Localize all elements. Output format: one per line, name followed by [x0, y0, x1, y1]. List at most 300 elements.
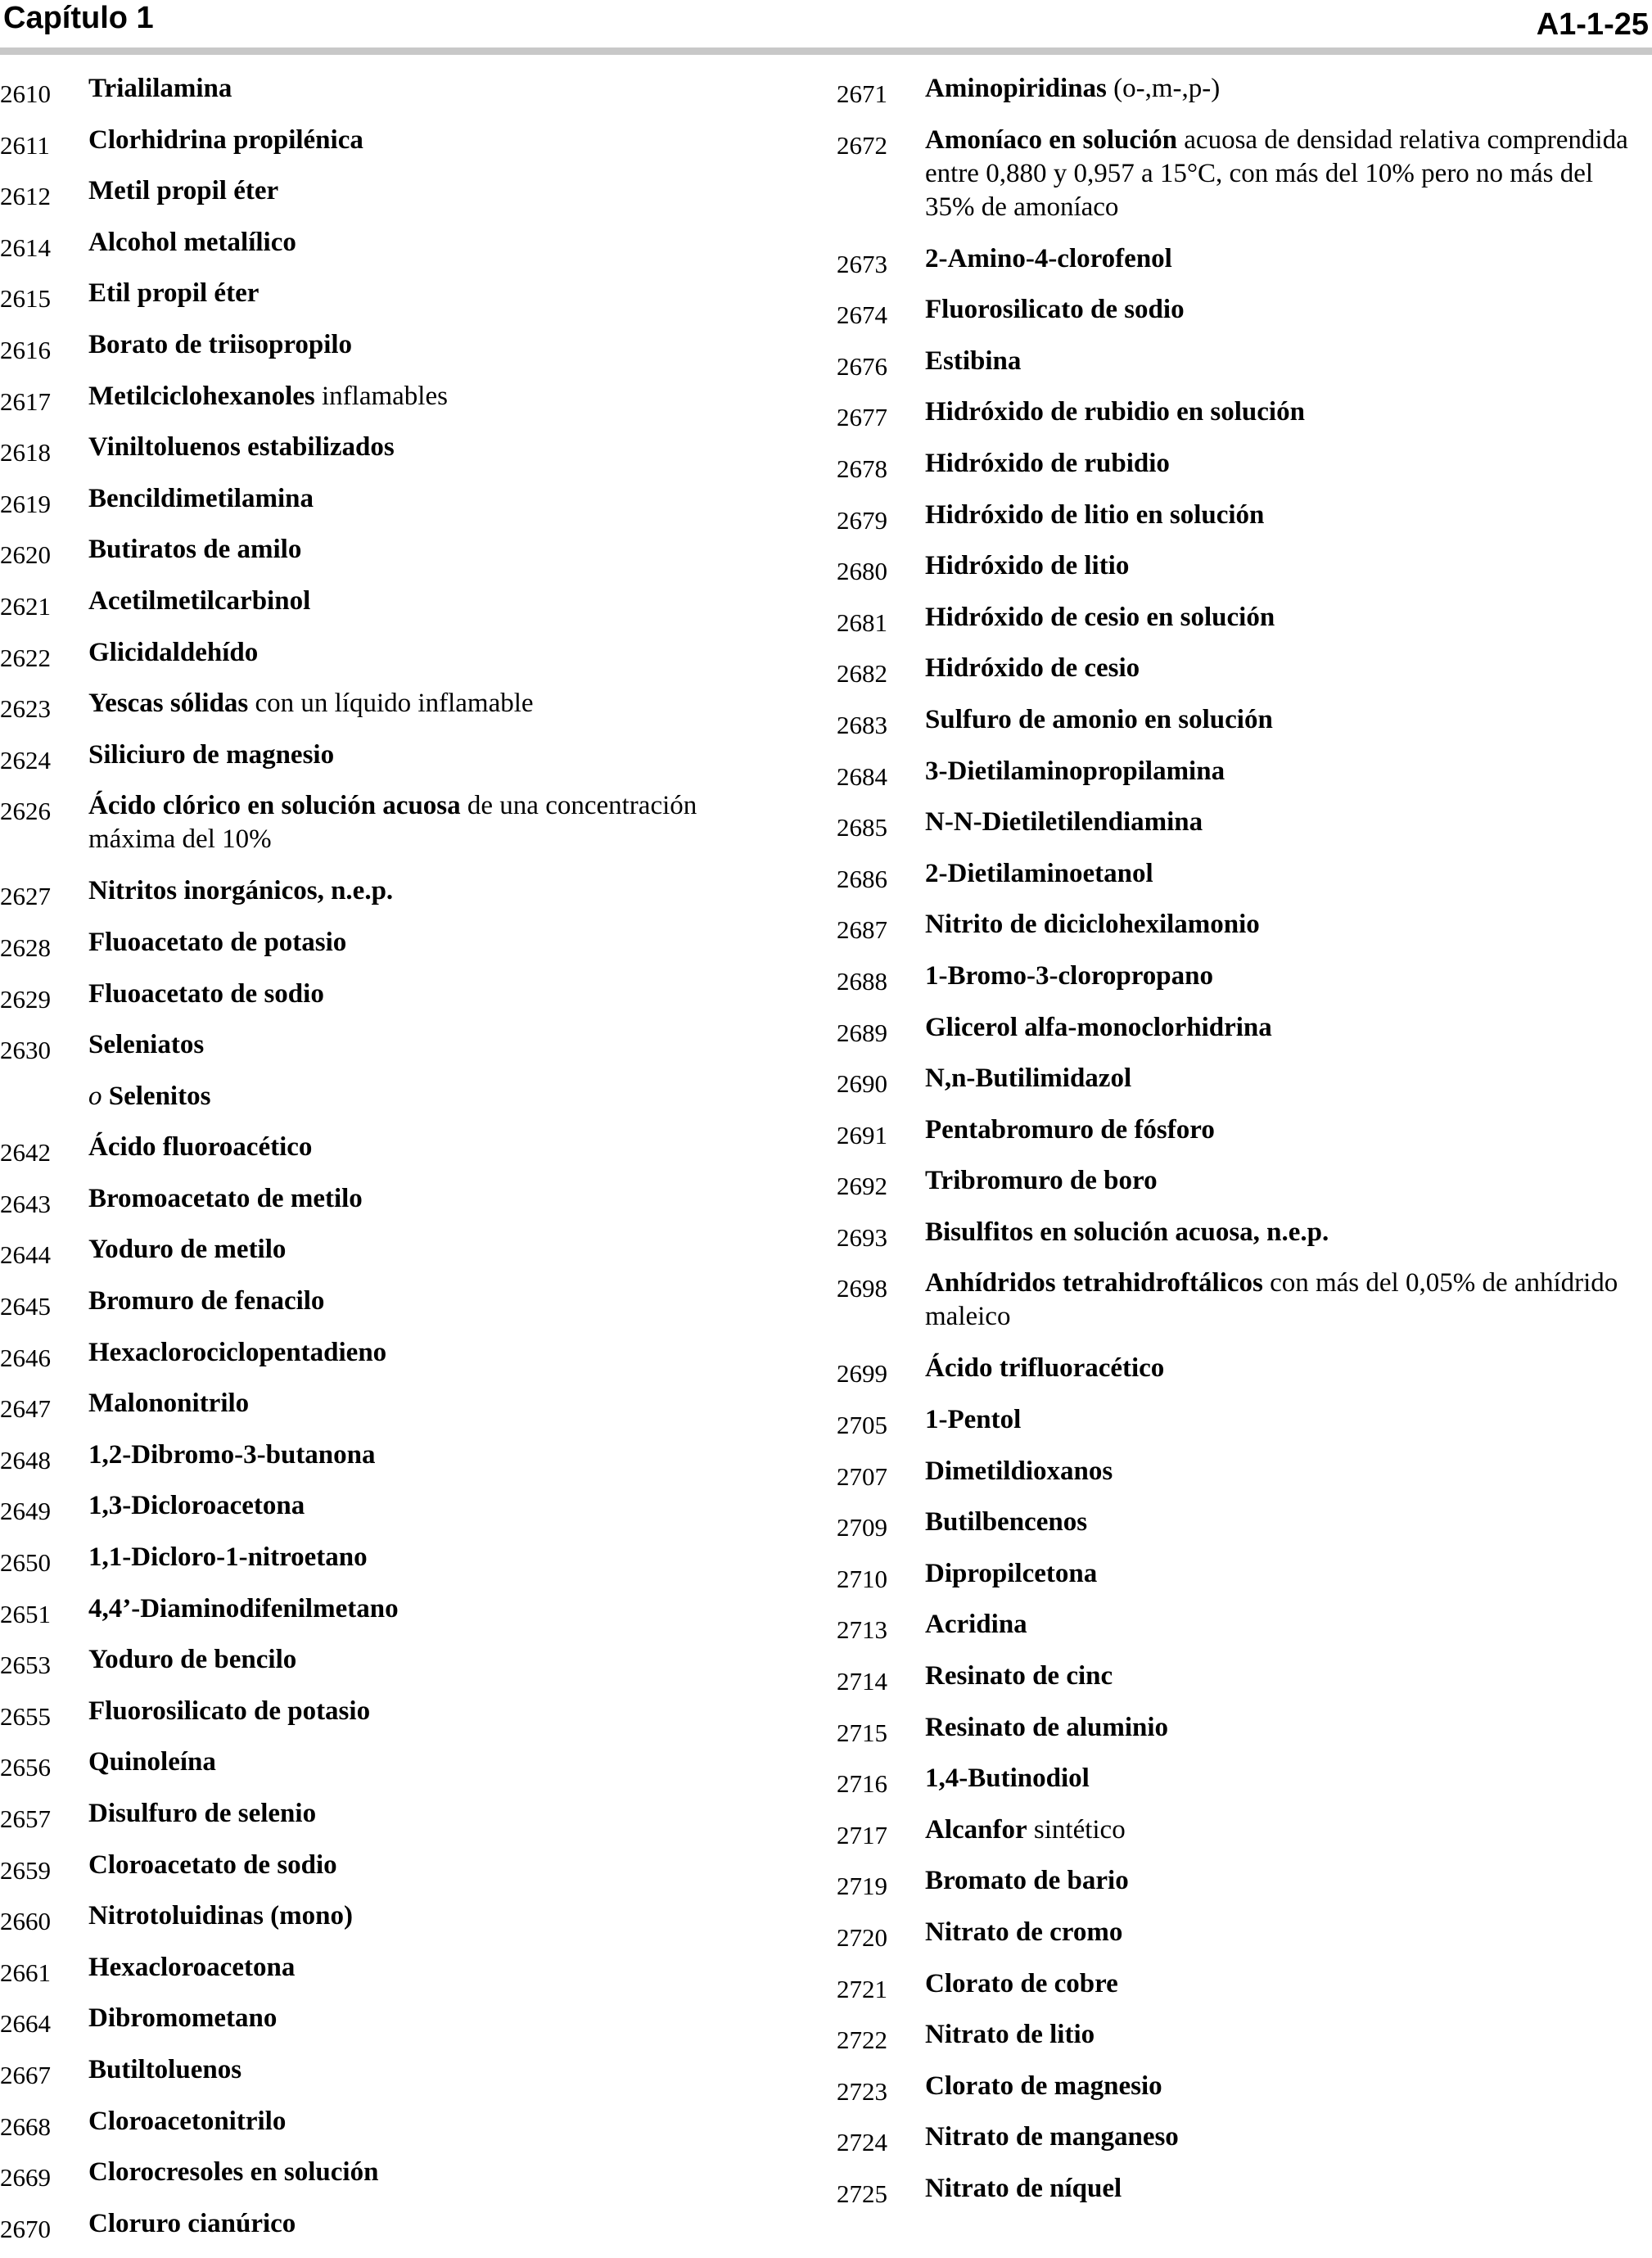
list-item: [0, 874, 786, 926]
un-number: 2659: [0, 1855, 51, 1885]
substance-name: [925, 124, 1645, 224]
list-item: [837, 1164, 1639, 1216]
substance-name: [88, 1643, 784, 1677]
list-item: [0, 636, 786, 688]
un-number: 2621: [0, 591, 51, 621]
substance-name-bold: Acridina: [925, 1610, 1027, 1640]
substance-name: [925, 960, 1645, 993]
substance-name-bold: 1-Pentol: [925, 1405, 1022, 1435]
substance-name: [925, 652, 1645, 685]
italic-conjunction: o: [88, 1081, 102, 1111]
substance-name: [88, 533, 784, 567]
list-item: [837, 1352, 1639, 1403]
list-item: [0, 1028, 786, 1080]
un-number: 2650: [0, 1548, 51, 1578]
substance-name-bold: Fluorosilicato de sodio: [925, 295, 1185, 325]
substance-name: [88, 380, 784, 413]
substance-name-bold: Butiratos de amilo: [88, 535, 302, 565]
substance-name-bold: 2-Dietilaminoetanol: [925, 858, 1153, 888]
un-number: 2617: [0, 386, 51, 416]
un-number: 2684: [837, 761, 887, 791]
un-number: 2657: [0, 1804, 51, 1833]
header-rule: [0, 47, 1652, 55]
un-number: 2692: [837, 1172, 887, 1201]
un-number: 2714: [837, 1667, 887, 1696]
un-number: 2655: [0, 1701, 51, 1731]
un-number: 2615: [0, 284, 51, 314]
un-number: 2623: [0, 694, 51, 724]
substance-name: [925, 2070, 1645, 2103]
substance-name: [88, 1387, 784, 1420]
substance-name-bold: Butilbencenos: [925, 1507, 1088, 1538]
substance-qualifier: (o-,m-,p-): [1106, 74, 1221, 103]
substance-name: [925, 1403, 1645, 1437]
list-item: [837, 1711, 1639, 1763]
substance-name: [925, 1164, 1645, 1198]
substance-name: [925, 2018, 1645, 2052]
un-number: 2610: [0, 79, 51, 108]
un-number: 2721: [837, 1974, 887, 2003]
list-item: [837, 2070, 1639, 2121]
list-item: [0, 2156, 786, 2207]
substance-name-bold: Fluoacetato de potasio: [88, 927, 347, 957]
list-item: [837, 549, 1639, 601]
substance-name-bold: Hidróxido de rubidio en solución: [925, 397, 1305, 427]
substance-name: [925, 1113, 1645, 1147]
substance-name-bold: Fluorosilicato de potasio: [88, 1696, 371, 1726]
substance-name: [925, 1267, 1645, 1334]
substance-name: [925, 549, 1645, 583]
list-item: [0, 328, 786, 380]
substance-name: [925, 1813, 1645, 1847]
list-item: [0, 1336, 786, 1388]
un-number: 2699: [837, 1359, 887, 1389]
list-item: [0, 1849, 786, 1900]
substance-name: [925, 1916, 1645, 1949]
substance-qualifier: con un líquido inflamable: [248, 689, 534, 719]
list-item: [0, 277, 786, 328]
un-number: 2622: [0, 643, 51, 672]
substance-name-bold: Nitrato de litio: [925, 2020, 1095, 2050]
un-number: 2646: [0, 1343, 51, 1372]
un-number: 2681: [837, 607, 887, 637]
substance-name: [925, 1864, 1645, 1898]
un-number: 2656: [0, 1753, 51, 1782]
substance-name: [925, 1062, 1645, 1095]
list-item: [0, 2207, 786, 2258]
substance-name-bold: Seleniatos: [88, 1030, 205, 1060]
un-number: 2716: [837, 1769, 887, 1799]
substance-name-bold: Hidróxido de litio en solución: [925, 499, 1265, 530]
substance-name: [88, 1080, 784, 1113]
substance-name-bold: Nitrato de cromo: [925, 1917, 1123, 1947]
list-item: [0, 72, 786, 124]
list-item: [837, 72, 1639, 124]
list-item: [837, 2018, 1639, 2070]
substance-name: [88, 874, 784, 908]
substance-name-bold: N-N-Dietiletilendiamina: [925, 807, 1203, 838]
substance-name-bold: Fluoacetato de sodio: [88, 978, 324, 1009]
list-item: [837, 242, 1639, 294]
un-number: 2680: [837, 557, 887, 586]
substance-name-bold: Quinoleína: [88, 1747, 216, 1777]
un-number: 2673: [837, 249, 887, 278]
substance-name-bold: Clorhidrina propilénica: [88, 124, 363, 155]
substance-name-bold: Nitritos inorgánicos, n.e.p.: [88, 876, 394, 906]
list-item: [837, 806, 1639, 857]
substance-name: [88, 1592, 784, 1626]
substance-name-bold: Nitrato de níquel: [925, 2173, 1122, 2203]
list-item: [837, 1864, 1639, 1916]
un-number: 2648: [0, 1445, 51, 1474]
substance-name: [88, 1028, 784, 1062]
substance-name-bold: Ácido trifluoracético: [925, 1353, 1165, 1384]
substance-name: [925, 1608, 1645, 1642]
list-item: [0, 1592, 786, 1644]
list-item: [0, 1182, 786, 1234]
un-number: 2710: [837, 1564, 887, 1593]
substance-name: [88, 1849, 784, 1882]
substance-name: [925, 1762, 1645, 1795]
substance-name-bold: Alcanfor: [925, 1814, 1027, 1845]
list-item: [837, 1062, 1639, 1113]
substance-name-bold: Nitrito de diciclohexilamonio: [925, 910, 1260, 940]
substance-name: [88, 1899, 784, 1933]
substance-name: [88, 1951, 784, 1985]
substance-name-bold: Hexaclorociclopentadieno: [88, 1337, 387, 1367]
substance-name-bold: Ácido clórico en solución acuosa: [88, 791, 461, 821]
substance-name: [88, 328, 784, 362]
list-item: [0, 1951, 786, 2003]
un-number: 2698: [837, 1274, 887, 1303]
substance-name: [925, 755, 1645, 788]
substance-name-bold: Ácido fluoroacético: [88, 1132, 313, 1163]
un-number: 2643: [0, 1189, 51, 1218]
substance-qualifier: de una concentración máxima del 10%: [88, 791, 697, 855]
substance-name-bold: Metilciclohexanoles: [88, 381, 315, 411]
list-item: [0, 380, 786, 431]
substance-name-bold: Hidróxido de cesio en solución: [925, 602, 1275, 632]
substance-name: [88, 978, 784, 1011]
substance-name: [88, 2002, 784, 2035]
list-item: [0, 1695, 786, 1746]
substance-name-bold: Glicerol alfa-monoclorhidrina: [925, 1012, 1272, 1042]
un-number: 2649: [0, 1497, 51, 1526]
substance-name: [925, 857, 1645, 891]
substance-name: [88, 226, 784, 260]
substance-name-bold: Amoníaco en solución: [925, 124, 1178, 155]
substance-name: [925, 1216, 1645, 1249]
list-item: [0, 687, 786, 738]
list-item: [0, 1080, 786, 1131]
substance-name-bold: Yoduro de bencilo: [88, 1645, 297, 1675]
substance-name: [925, 499, 1645, 532]
list-item: [0, 926, 786, 978]
substance-name: [88, 277, 784, 310]
substance-name: [925, 2120, 1645, 2154]
un-number: 2670: [0, 2214, 51, 2243]
un-number: 2671: [837, 79, 887, 108]
list-item: [0, 226, 786, 278]
un-number: 2709: [837, 1513, 887, 1542]
substance-name: [88, 1131, 784, 1164]
substance-name-bold: Acetilmetilcarbinol: [88, 585, 311, 616]
un-number: 2664: [0, 2009, 51, 2039]
substance-name: [88, 2053, 784, 2087]
substance-name: [88, 1695, 784, 1728]
substance-name-bold: Bromato de bario: [925, 1866, 1129, 1896]
substance-name: [925, 1660, 1645, 1693]
un-number: 2723: [837, 2076, 887, 2106]
un-number: 2620: [0, 540, 51, 570]
substance-name: [88, 789, 784, 856]
list-item: [0, 2053, 786, 2105]
un-number: 2705: [837, 1411, 887, 1440]
substance-name: [88, 1285, 784, 1318]
substance-name: [925, 447, 1645, 481]
list-item: [0, 1131, 786, 1182]
un-number: 2651: [0, 1599, 51, 1628]
un-number: 2653: [0, 1651, 51, 1680]
list-item: [837, 601, 1639, 653]
list-item: [837, 499, 1639, 550]
list-item: [837, 960, 1639, 1011]
list-item: [837, 1455, 1639, 1506]
list-item: [837, 1967, 1639, 2019]
substance-name-bold: Resinato de cinc: [925, 1661, 1113, 1691]
substance-name: [88, 1541, 784, 1574]
list-item: [837, 652, 1639, 703]
list-item: [837, 1660, 1639, 1711]
list-item: [837, 124, 1639, 224]
substance-name-bold: Dipropilcetona: [925, 1558, 1098, 1588]
substance-name-bold: 3-Dietilaminopropilamina: [925, 756, 1225, 786]
substance-name-bold: Viniltoluenos estabilizados: [88, 432, 395, 463]
substance-name: [925, 1455, 1645, 1488]
substance-name-bold: Pentabromuro de fósforo: [925, 1114, 1215, 1145]
substance-name-bold: 1,3-Dicloroacetona: [88, 1491, 305, 1521]
list-item: [0, 1387, 786, 1438]
substance-name-bold: Dibromometano: [88, 2003, 278, 2034]
un-number: 2627: [0, 882, 51, 911]
substance-name: [88, 1797, 784, 1831]
list-item: [837, 1813, 1639, 1865]
list-item: [0, 174, 786, 226]
list-item: [0, 585, 786, 636]
substance-name-bold: Estibina: [925, 345, 1022, 376]
un-number: 2672: [837, 130, 887, 160]
substance-name: [925, 2172, 1645, 2206]
substance-name-bold: Dimetildioxanos: [925, 1456, 1113, 1486]
list-item: [0, 789, 786, 856]
substance-name: [925, 293, 1645, 327]
substance-name: [925, 908, 1645, 942]
substance-name: [925, 1506, 1645, 1539]
list-item: [837, 857, 1639, 909]
un-number: 2693: [837, 1222, 887, 1252]
list-item: [0, 738, 786, 790]
substance-name-bold: Yescas sólidas: [88, 689, 249, 719]
substance-qualifier: acuosa de densidad relativa comprendida entre 0,880 y 0,957 a 15°C, con más del 10% pero no más del 35% de amoníaco: [925, 124, 1628, 222]
list-item: [837, 755, 1639, 806]
list-item: [837, 1113, 1639, 1165]
substance-name-bold: Bisulfitos en solución acuosa, n.e.p.: [925, 1217, 1329, 1247]
substance-name-bold: 1,4-Butinodiol: [925, 1763, 1090, 1794]
substance-name: [925, 601, 1645, 634]
un-number: 2616: [0, 335, 51, 364]
un-number: 2669: [0, 2163, 51, 2193]
substance-name-bold: Disulfuro de selenio: [88, 1799, 317, 1828]
un-number: 2618: [0, 438, 51, 467]
substance-name: [925, 1352, 1645, 1385]
list-item: [837, 1403, 1639, 1455]
substance-qualifier: sintético: [1027, 1814, 1126, 1845]
un-number: 2720: [837, 1923, 887, 1952]
substance-name-bold: Nitrato de manganeso: [925, 2122, 1179, 2152]
substance-name: [925, 703, 1645, 737]
substance-name: [88, 72, 784, 106]
un-number: 2722: [837, 2025, 887, 2055]
list-item: [0, 1438, 786, 1490]
un-number: 2724: [837, 2128, 887, 2157]
list-item: [0, 1541, 786, 1592]
un-number: 2689: [837, 1018, 887, 1047]
substance-name-bold: Tribromuro de boro: [925, 1166, 1158, 1196]
substance-name-bold: Bencildimetilamina: [88, 483, 314, 513]
un-number: 2626: [0, 797, 51, 826]
substance-name: [88, 2105, 784, 2138]
un-number: 2614: [0, 233, 51, 262]
un-number: 2668: [0, 2111, 51, 2141]
substance-qualifier: inflamables: [314, 381, 448, 411]
substance-name: [925, 1967, 1645, 2001]
un-number: 2687: [837, 915, 887, 945]
substance-name-bold: Anhídridos tetrahidroftálicos: [925, 1268, 1263, 1298]
list-item: [837, 293, 1639, 345]
substance-name-bold: Cloruro cianúrico: [88, 2208, 296, 2238]
list-item: [0, 1489, 786, 1541]
un-number: 2707: [837, 1461, 887, 1491]
right-column: [837, 72, 1639, 2224]
substance-name-bold: Metil propil éter: [88, 176, 279, 206]
substance-name: [88, 431, 784, 464]
list-item: [837, 1608, 1639, 1660]
substance-name: [88, 585, 784, 618]
list-item: [837, 345, 1639, 396]
substance-name-bold: Sulfuro de amonio en solución: [925, 704, 1273, 734]
substance-name: [88, 1745, 784, 1779]
substance-name-bold: Alcohol metalílico: [88, 227, 296, 257]
substance-name: [925, 242, 1645, 276]
substance-name: [88, 1233, 784, 1267]
list-item: [0, 1745, 786, 1797]
list-item: [0, 1285, 786, 1336]
substance-name: [925, 1711, 1645, 1745]
substance-name-bold: Clorato de cobre: [925, 1968, 1118, 1998]
list-item: [837, 395, 1639, 447]
substance-qualifier: con más del 0,05% de anhídrido maleico: [925, 1268, 1618, 1332]
substance-name-bold: Borato de triisopropilo: [88, 329, 353, 359]
list-item: [0, 1797, 786, 1849]
un-number: 2682: [837, 659, 887, 689]
un-number: 2691: [837, 1120, 887, 1149]
list-item: [837, 447, 1639, 499]
substance-name-bold: Clorato de magnesio: [925, 2071, 1162, 2101]
substance-name: [88, 738, 784, 772]
chapter-title: Capítulo 1: [3, 1, 154, 35]
un-number: 2642: [0, 1138, 51, 1167]
un-number: 2717: [837, 1820, 887, 1849]
list-item: [0, 2105, 786, 2156]
substance-name: [88, 174, 784, 208]
page-header: [0, 0, 1652, 57]
un-number: 2660: [0, 1907, 51, 1936]
substance-name: [925, 395, 1645, 429]
list-item: [837, 908, 1639, 960]
substance-name-bold: N,n-Butilimidazol: [925, 1064, 1132, 1094]
substance-name: [88, 1489, 784, 1523]
left-column: [0, 72, 786, 2258]
substance-name-bold: Hidróxido de litio: [925, 551, 1130, 581]
substance-name-bold: Hidróxido de rubidio: [925, 448, 1170, 478]
substance-name-bold: Clorocresoles en solución: [88, 2157, 379, 2188]
substance-name-bold: Etil propil éter: [88, 278, 260, 309]
substance-name: [88, 2207, 784, 2241]
list-item: [837, 1557, 1639, 1609]
substance-name-bold: Bromoacetato de metilo: [88, 1183, 363, 1213]
list-item: [837, 1216, 1639, 1267]
substance-name-bold: Hidróxido de cesio: [925, 653, 1140, 684]
substance-name-bold: Selenitos: [102, 1081, 211, 1111]
list-item: [837, 2172, 1639, 2224]
list-item: [837, 1762, 1639, 1813]
list-item: [0, 1233, 786, 1285]
list-item: [0, 482, 786, 534]
un-number: 2683: [837, 710, 887, 739]
un-number: 2676: [837, 351, 887, 381]
list-item: [0, 1899, 786, 1951]
substance-name: [88, 926, 784, 960]
un-number: 2612: [0, 182, 51, 211]
substance-name: [88, 687, 784, 720]
list-item: [837, 1916, 1639, 1967]
substance-name-bold: Bromuro de fenacilo: [88, 1286, 325, 1316]
un-number: 2628: [0, 933, 51, 962]
un-number: 2619: [0, 489, 51, 518]
un-number: 2690: [837, 1069, 887, 1099]
un-number: 2725: [837, 2179, 887, 2208]
list-item: [837, 1506, 1639, 1557]
substance-name: [88, 2156, 784, 2189]
substance-name: [925, 1557, 1645, 1591]
substance-name-bold: 1,2-Dibromo-3-butanona: [88, 1439, 376, 1470]
substance-name: [88, 1438, 784, 1472]
un-number: 2644: [0, 1240, 51, 1270]
substance-name-bold: Cloroacetato de sodio: [88, 1849, 337, 1880]
un-number: 2645: [0, 1292, 51, 1321]
substance-name-bold: Butiltoluenos: [88, 2054, 242, 2084]
un-number: 2661: [0, 1958, 51, 1987]
substance-name: [925, 806, 1645, 839]
list-item: [837, 703, 1639, 755]
un-number: 2686: [837, 864, 887, 893]
substance-name-bold: Nitrotoluidinas (mono): [88, 1901, 354, 1931]
un-number: 2679: [837, 505, 887, 535]
un-number: 2719: [837, 1872, 887, 1901]
un-number: 2667: [0, 2060, 51, 2089]
un-number: 2674: [837, 300, 887, 330]
un-number: 2688: [837, 966, 887, 996]
